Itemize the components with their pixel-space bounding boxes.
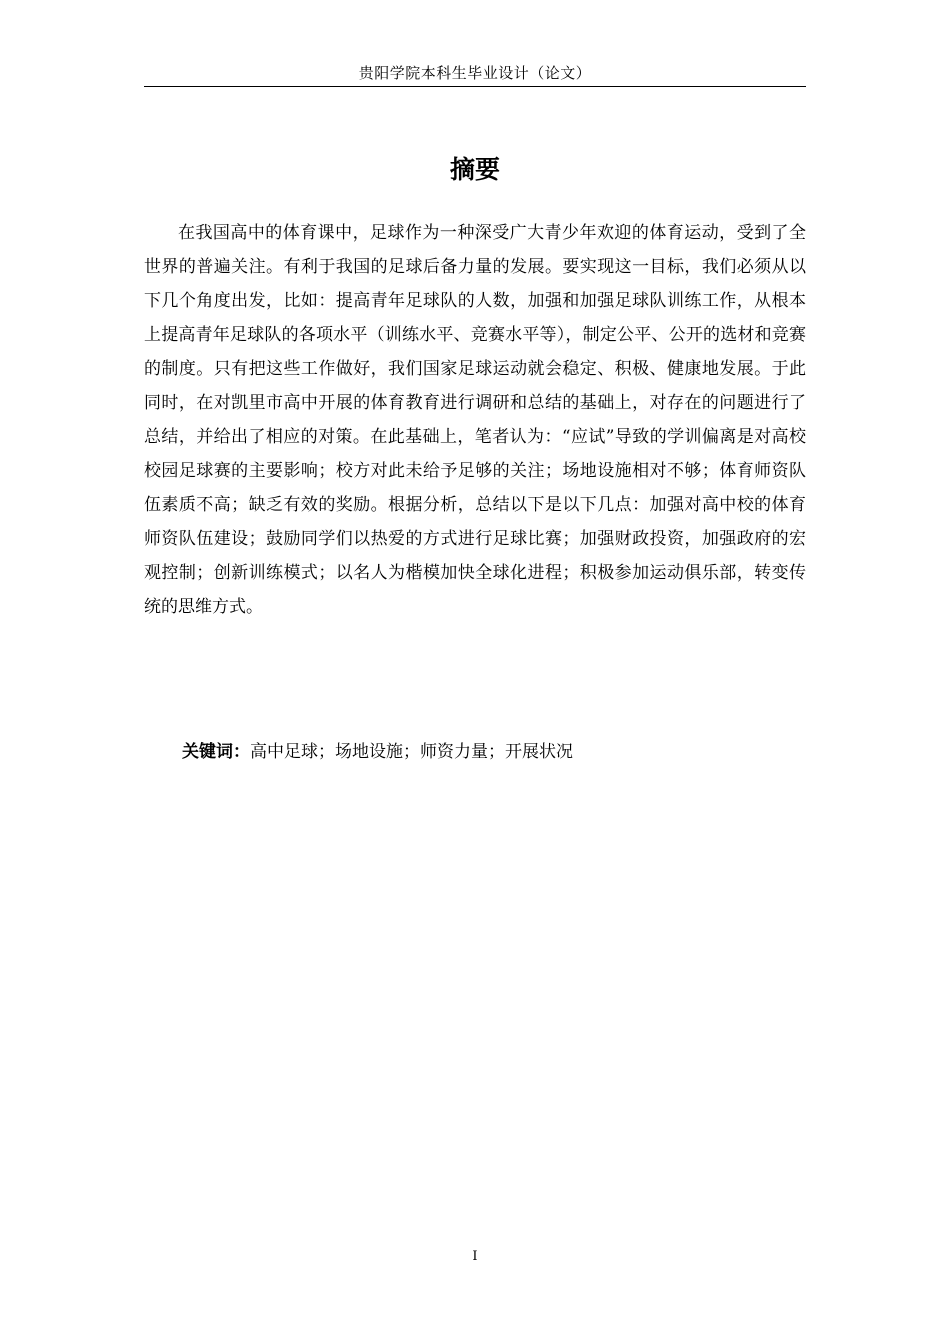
abstract-title: 摘要 [449,155,500,184]
keywords-text: 高中足球；场地设施；师资力量；开展状况 [250,742,573,762]
running-header: 贵阳学院本科生毕业设计（论文） [358,64,592,82]
abstract-body: 在我国高中的体育课中，足球作为一种深受广大青少年欢迎的体育运动，受到了全世界的普遍关注。有利于我国的足球后备力量的发展。要实现这一目标，我们必须从以下几个角度出发，比如：提高青年足球队的人数，加强和加强足球队训练工作，从根本上提高青年足球队的各项水平（训练水平、竞赛水平等），制定公平、公开的选材和竞赛的制度。只有把这些工作做好，我们国家足球运动就会稳定、积极、健康地发展。于此同时，在对凯里市高中开展的体育教育进行调研和总结的基础上，对存在的问题进行了总结，并给出了相应的对策。在此基础上，笔者认为：“应试”导致的学训偏离是对高校校园足球赛的主要影响；校方对此未给予足够的关注；场地设施相对不够；体育师资队伍素质不高；缺乏有效的奖励。根据分析，总结以下是以下几点：加强对高中校的体育师资队伍建设；鼓励同学们以热爱的方式进行足球比赛；加强财政投资，加强政府的宏观控制；创新训练模式；以名人为楷模加快全球化进程；积极参加运动俱乐部，转变传统的思维方式。 [144,223,806,617]
header-rule [144,86,806,87]
keywords-label: 关键词： [182,742,250,762]
page-number: I [472,1249,478,1264]
keywords-line [182,736,806,768]
